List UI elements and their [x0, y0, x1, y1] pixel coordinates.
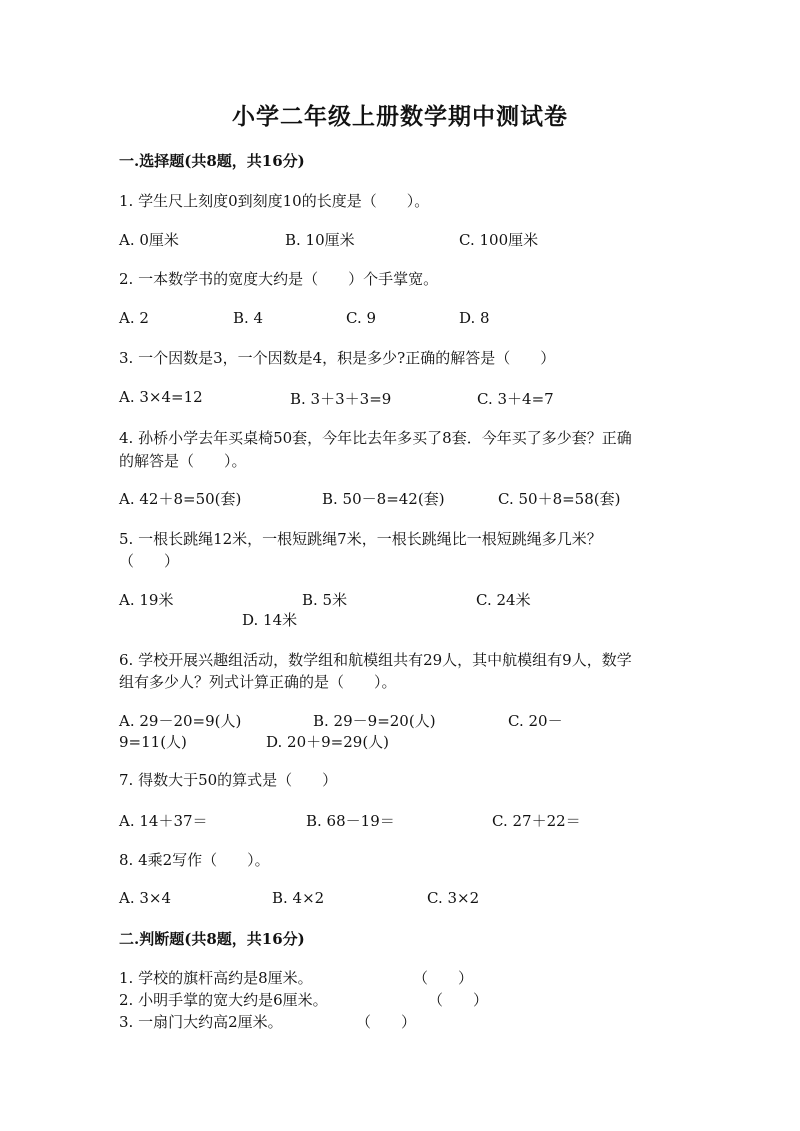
question-6-option-c-part2: 9=11(人)	[119, 733, 187, 751]
question-8-text: 8. 4乘2写作（ ）。	[119, 851, 270, 869]
question-5-text-line1: 5. 一根长跳绳12米，一根短跳绳7米，一根长跳绳比一根短跳绳多几米？	[119, 530, 602, 548]
question-5-option-a: A. 19米	[119, 591, 174, 609]
question-3-option-c: C. 3＋4=7	[477, 390, 554, 408]
question-1-option-b: B. 10厘米	[285, 231, 355, 249]
question-6-option-a: A. 29－20=9(人)	[119, 712, 242, 730]
page-title: 小学二年级上册数学期中测试卷	[232, 103, 568, 130]
question-5-text-line2: （ ）	[119, 552, 180, 570]
question-5-option-c: C. 24米	[476, 591, 531, 609]
question-7-option-c: C. 27＋22＝	[492, 812, 581, 830]
judgement-3-text: 3. 一扇门大约高2厘米。	[119, 1013, 283, 1031]
question-7-option-a: A. 14＋37＝	[119, 812, 208, 830]
question-2-option-c: C. 9	[346, 309, 377, 327]
question-6-text-line2: 组有多少人？列式计算正确的是（ ）。	[119, 673, 397, 691]
question-7-option-b: B. 68－19＝	[306, 812, 395, 830]
question-1-option-c: C. 100厘米	[459, 231, 539, 249]
question-1-text: 1. 学生尺上刻度0到刻度10的长度是（ ）。	[119, 192, 430, 210]
judgement-3-answer-blank: （ ）	[356, 1013, 417, 1031]
question-7-text: 7. 得数大于50的算式是（ ）	[119, 771, 338, 789]
question-3-text: 3. 一个因数是3，一个因数是4，积是多少?正确的解答是（ ）	[119, 349, 556, 367]
question-1-option-a: A. 0厘米	[119, 231, 179, 249]
question-2-option-a: A. 2	[119, 309, 149, 327]
question-4-text-line1: 4. 孙桥小学去年买桌椅50套，今年比去年多买了8套．今年买了多少套？正确	[119, 429, 632, 447]
question-4-text-line2: 的解答是（ ）。	[119, 452, 247, 470]
section-heading-judgement: 二.判断题(共8题，共16分)	[119, 930, 305, 948]
question-4-option-c: C. 50＋8=58(套)	[498, 490, 621, 508]
question-6-option-c-part1: C. 20－	[508, 712, 563, 730]
question-4-option-b: B. 50－8=42(套)	[322, 490, 445, 508]
question-8-option-b: B. 4×2	[272, 889, 325, 907]
judgement-1-text: 1. 学校的旗杆高约是8厘米。	[119, 969, 313, 987]
question-5-option-d: D. 14米	[242, 611, 298, 629]
question-5-option-b: B. 5米	[302, 591, 348, 609]
question-8-option-a: A. 3×4	[119, 889, 172, 907]
question-3-option-a: A. 3×4=12	[119, 388, 203, 406]
question-6-option-b: B. 29－9=20(人)	[313, 712, 436, 730]
question-2-option-d: D. 8	[459, 309, 490, 327]
question-6-option-d: D. 20＋9=29(人)	[266, 733, 390, 751]
question-2-text: 2. 一本数学书的宽度大约是（ ）个手掌宽。	[119, 270, 439, 288]
question-4-option-a: A. 42＋8=50(套)	[119, 490, 242, 508]
question-2-option-b: B. 4	[233, 309, 264, 327]
section-heading-choice: 一.选择题(共8题，共16分)	[119, 152, 305, 170]
judgement-2-text: 2. 小明手掌的宽大约是6厘米。	[119, 991, 328, 1009]
judgement-2-answer-blank: （ ）	[428, 991, 489, 1009]
question-8-option-c: C. 3×2	[427, 889, 480, 907]
question-3-option-b: B. 3＋3＋3=9	[290, 390, 392, 408]
judgement-1-answer-blank: （ ）	[413, 969, 474, 987]
question-6-text-line1: 6. 学校开展兴趣组活动，数学组和航模组共有29人，其中航模组有9人，数学	[119, 651, 632, 669]
